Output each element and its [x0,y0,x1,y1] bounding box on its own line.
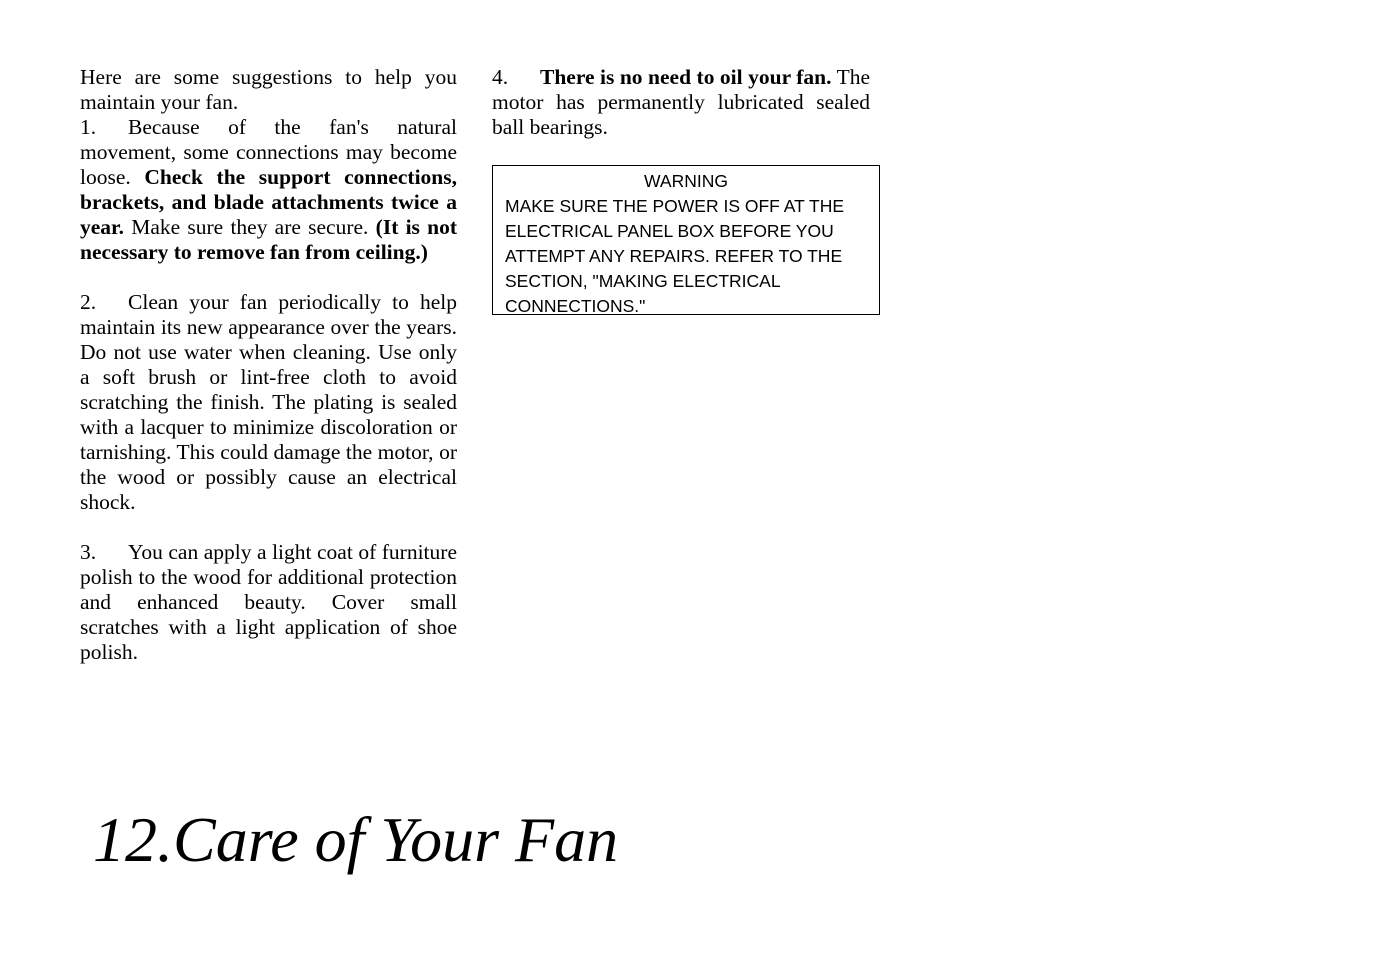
warning-title: WARNING [644,171,728,191]
warning-text: MAKE SURE THE POWER IS OFF AT THE ELECTRICAL PANEL BOX BEFORE YOU ATTEMPT ANY REPAIRS. REFER TO THE SECTION, "MAKING ELECTRICAL CONNECTIONS." [505,196,845,316]
care-item-1 [80,115,457,265]
warning-box [492,165,880,315]
item-number: 2. [80,290,97,314]
item-text: Because of the fan's natural movement, some connections may become loose. [80,115,457,189]
item-text: You can apply a light coat of furniture polish to the wood for additional protection and enhanced beauty. Cover small scratches with a light application of shoe polish. [80,540,457,664]
item-number: 4. [492,65,509,89]
item-number: 1. [80,115,97,139]
right-column [492,65,870,140]
care-item-2 [80,290,457,515]
left-column [80,65,457,665]
intro-paragraph: Here are some suggestions to help you maintain your fan. [80,65,457,114]
item-emphasis: Check the support connections, brackets, and blade attachments twice a year. [80,165,457,239]
item-text: The motor has permanently lubricated sealed ball bearings. [492,65,870,139]
paragraph-spacer [80,265,457,290]
item-note: (It is not necessary to remove fan from ceiling.) [80,215,458,264]
item-text: Clean your fan periodically to help maintain its new appearance over the years. Do not use water when cleaning. Use only a soft brush or lint-free cloth to avoid scratching the finish. The plating is sealed with a lacquer to minimize discoloration or tarnishing. This could damage the motor, or the wood or possibly cause an electrical shock. [80,290,457,514]
paragraph-spacer [80,515,457,540]
care-item-3 [80,540,457,665]
section-title: 12.Care of Your Fan [93,804,619,875]
care-item-4 [492,65,870,140]
item-emphasis: There is no need to oil your fan. [540,65,832,89]
item-text: Make sure they are secure. [131,215,369,239]
item-number: 3. [80,540,97,564]
